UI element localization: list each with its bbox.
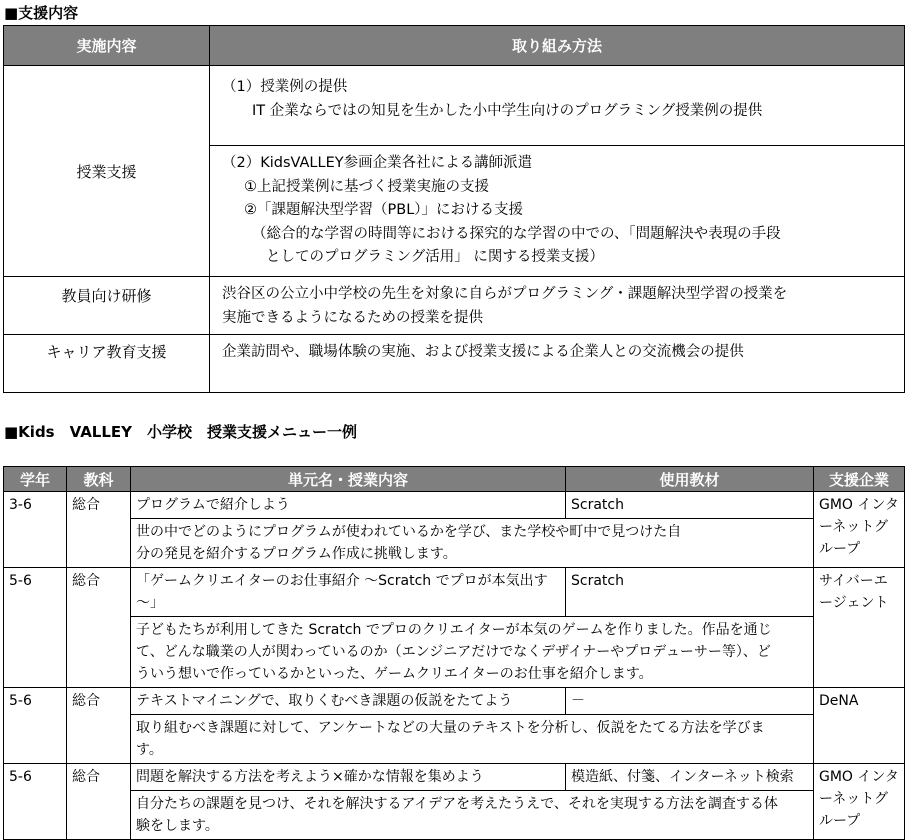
company-cell: サイバーエージェント [814,568,905,688]
column-header-material: 使用教材 [566,467,814,492]
table-row [4,335,905,393]
unit-title-cell: 「ゲームクリエイターのお仕事紹介 ～Scratch でプロが本気出す～」 [131,568,566,617]
row-label-career-support [4,335,210,393]
material-cell: 模造紙、付箋、インターネット検索 [566,764,814,791]
table-header-row [4,467,905,492]
unit-description-cell: 子どもたちが利用してきた Scratch でプロのクリエイターが本気のゲームを作りました。作品を通じて、どんな職業の人が関わっているのか（エンジニアだけでなくデザイナーやプロデューサー等）、どういう想いで作っているかといった、ゲームクリエイターのお仕事を紹介します。 [131,617,814,688]
table-row [4,617,905,688]
table-row [4,277,905,335]
method-cell [210,66,905,146]
method-line: （2）KidsVALLEY参画企業各社による講師派遣 [222,155,533,171]
section-heading-menu: ■Kids VALLEY 小学校 授業支援メニュー一例 [4,423,358,441]
unit-title-cell: プログラムで紹介しよう [131,492,566,519]
method-line: （1）授業例の提供 [222,79,348,95]
material-cell: Scratch [566,492,814,519]
grade-cell: 5-6 [4,764,67,840]
column-header-grade: 学年 [4,467,67,492]
table-row [4,791,905,840]
menu-example-table [3,466,905,840]
material-cell: Scratch [566,568,814,617]
company-cell: GMO インターネットグループ [814,492,905,568]
method-line: （総合的な学習の時間等における探究的な学習の中での、「問題解決や表現の手段 [252,225,781,242]
subject-cell: 総合 [67,492,131,568]
unit-description-cell: 取り組むべき課題に対して、アンケートなどの大量のテキストを分析し、仮説をたてる方法を学びます。 [131,715,814,764]
table-row [4,764,905,791]
support-content-table [3,25,905,393]
table-row [4,66,905,146]
method-line: ②「課題解決型学習（PBL）」における支援 [244,202,524,218]
unit-description-cell: 自分たちの課題を見つけ、それを解決するアイデアを考えたうえで、それを実現する方法を調査する体験をします。 [131,791,814,840]
method-line: 渋谷区の公立小中学校の先生を対象に自らがプログラミング・課題解決型学習の授業を [222,286,788,302]
grade-cell: 5-6 [4,568,67,688]
row-label-text: 教員向け研修 [61,287,152,305]
table-row [4,568,905,617]
table-row [4,492,905,519]
section-heading-support: ■支援内容 [4,4,79,22]
method-line: 企業訪問や、職場体験の実施、および授業支援による企業人との交流機会の提供 [222,344,744,360]
method-line: ①上記授業例に基づく授業実施の支援 [244,178,489,195]
table-row [4,519,905,568]
subject-cell: 総合 [67,568,131,688]
method-line: としてのプログラミング活用」 に関する授業支援） [266,249,604,265]
table-header-row [4,26,905,66]
method-line: IT 企業ならではの知見を生かした小中学生向けのプログラミング授業例の提供 [252,102,763,119]
method-cell [210,277,905,335]
row-label-teacher-training [4,277,210,335]
method-cell [210,335,905,393]
column-header-subject: 教科 [67,467,131,492]
row-label-text: キャリア教育支援 [46,343,167,361]
row-label-text: 授業支援 [76,162,137,181]
grade-cell: 5-6 [4,688,67,764]
method-cell [210,146,905,277]
company-cell: DeNA [814,688,905,764]
method-line: 実施できるようになるための授業を提供 [222,309,483,326]
company-cell: GMO インターネットグループ [814,764,905,840]
material-cell: － [566,688,814,715]
column-header-method: 取り組み方法 [210,26,905,66]
subject-cell: 総合 [67,764,131,840]
column-header-unit: 単元名・授業内容 [131,467,566,492]
subject-cell: 総合 [67,688,131,764]
unit-description-cell: 世の中でどのようにプログラムが使われているかを学び、また学校や町中で見つけた自分の発見を紹介するプログラム作成に挑戦します。 [131,519,814,568]
grade-cell: 3-6 [4,492,67,568]
row-label-lesson-support [4,66,210,277]
column-header-company: 支援企業 [814,467,905,492]
table-row [4,715,905,764]
column-header-content: 実施内容 [4,26,210,66]
unit-title-cell: テキストマイニングで、取りくむべき課題の仮説をたてよう [131,688,566,715]
table-row [4,688,905,715]
unit-title-cell: 問題を解決する方法を考えよう×確かな情報を集めよう [131,764,566,791]
